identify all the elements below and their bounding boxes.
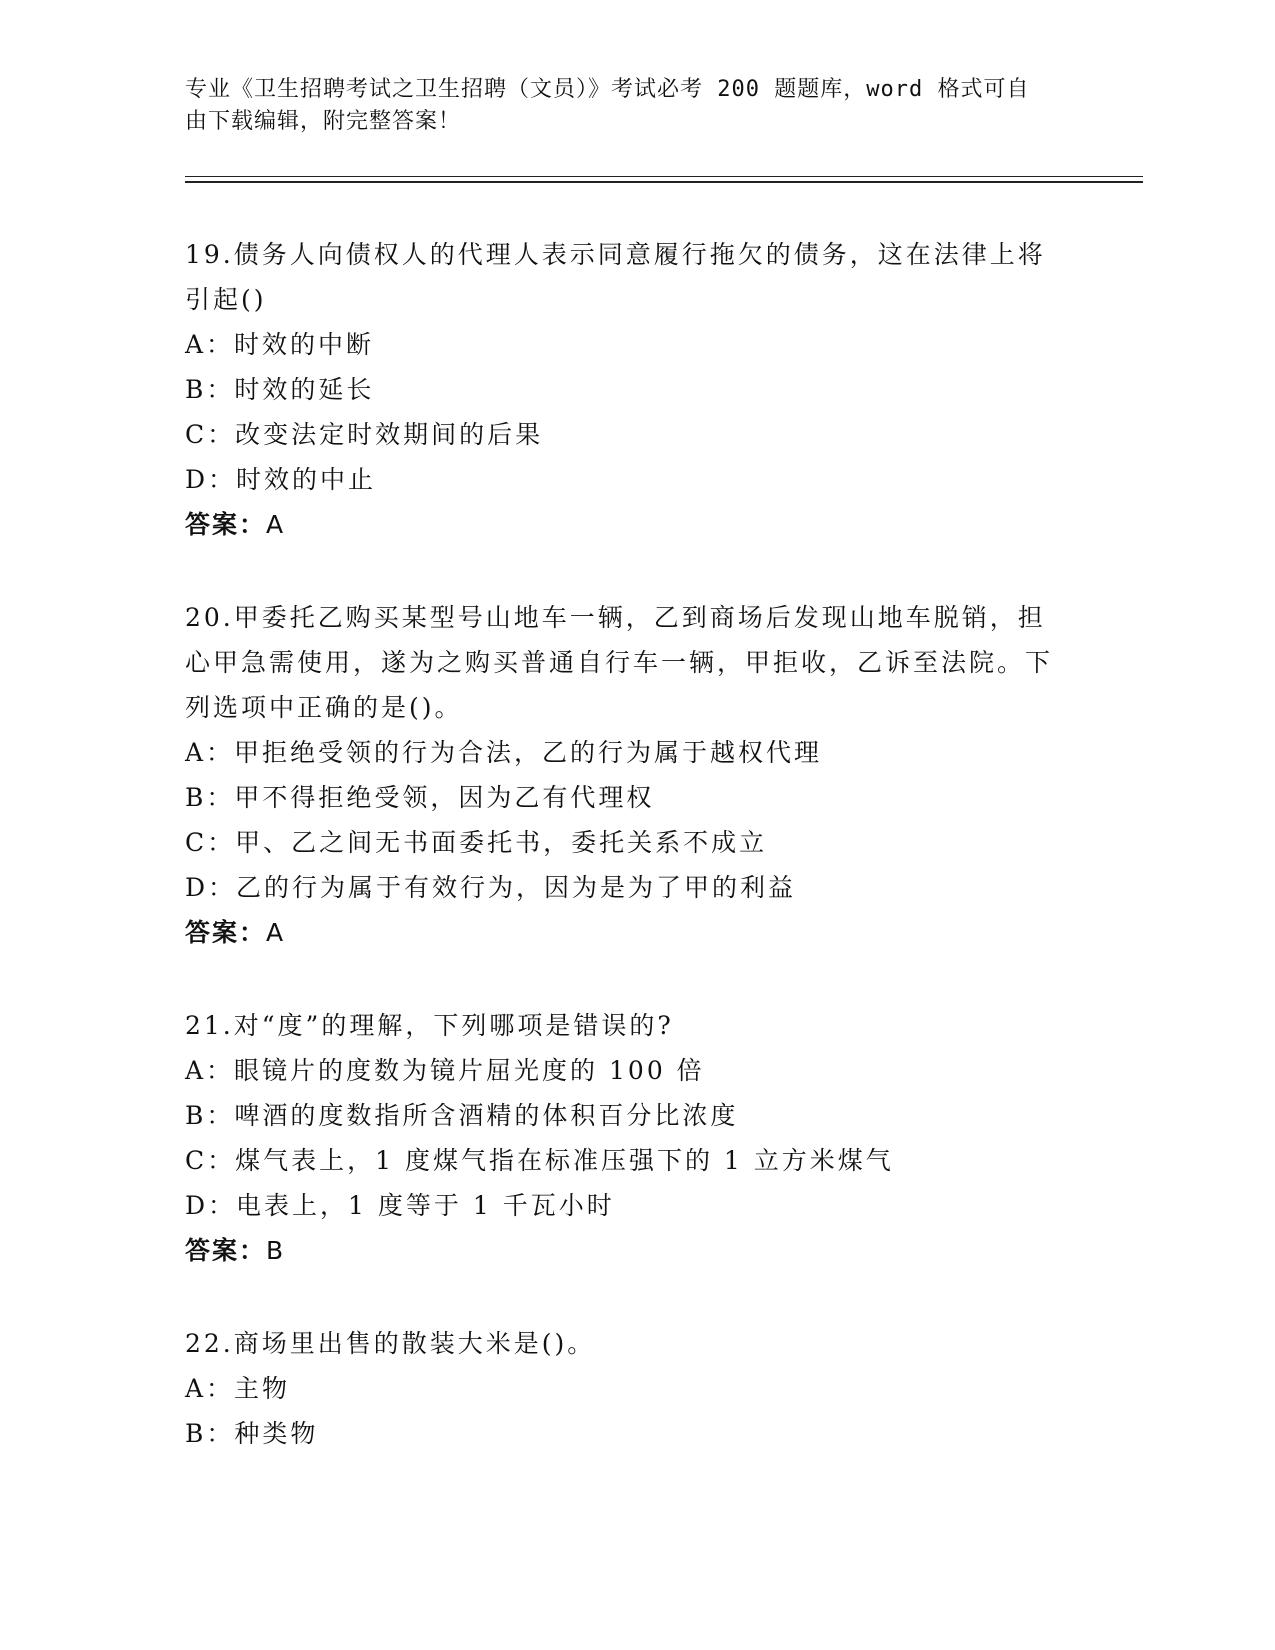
header-divider-thick xyxy=(185,181,1143,183)
question-22 xyxy=(185,1321,1065,1456)
answer-line xyxy=(185,910,1065,955)
question-20 xyxy=(185,595,1065,955)
option-b: B：种类物 xyxy=(185,1419,319,1448)
question-21 xyxy=(185,1003,1065,1273)
answer-line xyxy=(185,502,1065,547)
question-stem: 20.甲委托乙购买某型号山地车一辆，乙到商场后发现山地车脱销，担心甲急需使用，遂为之购买普通自行车一辆，甲拒收，乙诉至法院。下列选项中正确的是()。 xyxy=(185,603,1054,722)
option-d: D：电表上，1 度等于 1 千瓦小时 xyxy=(185,1191,615,1220)
question-stem: 21.对“度”的理解，下列哪项是错误的? xyxy=(185,1011,674,1040)
question-stem: 19.债务人向债权人的代理人表示同意履行拖欠的债务，这在法律上将引起() xyxy=(185,240,1046,314)
question-19 xyxy=(185,232,1065,547)
answer-value: B xyxy=(266,1236,286,1265)
option-c: C：甲、乙之间无书面委托书，委托关系不成立 xyxy=(185,828,768,857)
answer-label: 答案： xyxy=(185,918,267,947)
answer-label: 答案： xyxy=(185,1236,267,1265)
option-a: A：时效的中断 xyxy=(185,330,375,359)
option-b: B：啤酒的度数指所含酒精的体积百分比浓度 xyxy=(185,1101,739,1130)
answer-value: A xyxy=(266,918,286,947)
option-b: B：甲不得拒绝受领，因为乙有代理权 xyxy=(185,783,655,812)
option-c: C：煤气表上，1 度煤气指在标准压强下的 1 立方米煤气 xyxy=(185,1146,894,1175)
answer-label: 答案： xyxy=(185,510,267,539)
option-b: B：时效的延长 xyxy=(185,375,375,404)
answer-line xyxy=(185,1228,1065,1273)
option-a: A：甲拒绝受领的行为合法，乙的行为属于越权代理 xyxy=(185,738,823,767)
option-c: C：改变法定时效期间的后果 xyxy=(185,420,544,449)
option-a: A：主物 xyxy=(185,1374,291,1403)
option-a: A：眼镜片的度数为镜片屈光度的 100 倍 xyxy=(185,1056,705,1085)
answer-value: A xyxy=(266,510,286,539)
document-header xyxy=(185,74,1065,138)
option-d: D：时效的中止 xyxy=(185,465,377,494)
question-stem: 22.商场里出售的散装大米是()。 xyxy=(185,1329,596,1358)
header-line-1: 专业《卫生招聘考试之卫生招聘（文员）》考试必考 200 题题库，word 格式可自 xyxy=(185,77,1030,102)
option-d: D：乙的行为属于有效行为，因为是为了甲的利益 xyxy=(185,873,797,902)
header-divider-thin xyxy=(185,176,1143,177)
header-line-2: 由下载编辑，附完整答案！ xyxy=(185,109,462,134)
